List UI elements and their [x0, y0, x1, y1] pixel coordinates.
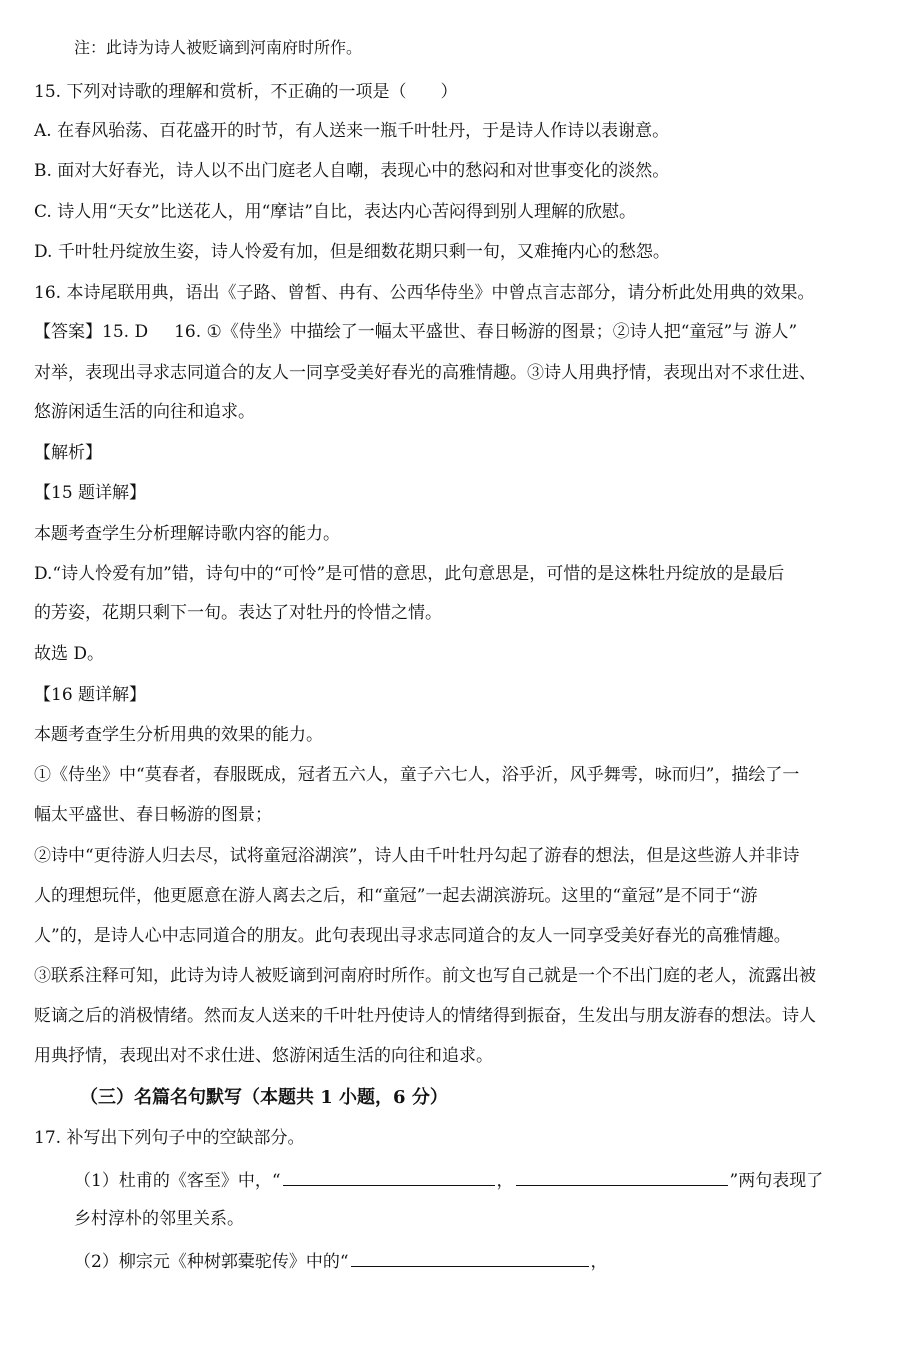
- q16-detail-line: 本题考查学生分析用典的效果的能力。: [34, 725, 323, 745]
- question-16-stem: 16. 本诗尾联用典，语出《子路、曾皙、冉有、公西华侍坐》中曾点言志部分，请分析此处用典的效果。: [34, 283, 815, 303]
- question-17-stem: 17. 补写出下列句子中的空缺部分。: [34, 1128, 305, 1148]
- answer-16-line: 对举，表现出寻求志同道合的友人一同享受美好春光的高雅情趣。③诗人用典抒情，表现出对不求仕进、: [34, 363, 816, 383]
- q15-option-d: D. 千叶牡丹绽放生姿，诗人怜爱有加，但是细数花期只剩一旬，又难掩内心的愁怨。: [34, 242, 670, 262]
- q17-item-1-prefix: （1）杜甫的《客至》中，“: [74, 1171, 281, 1191]
- fill-blank-2[interactable]: [516, 1167, 728, 1186]
- analysis-label: 【解析】: [34, 443, 102, 463]
- q16-detail-line: 人”的，是诗人心中志同道合的朋友。此句表现出寻求志同道合的友人一同享受美好春光的高雅情趣。: [34, 926, 791, 946]
- q15-option-a: A. 在春风骀荡、百花盛开的时节，有人送来一瓶千叶牡丹，于是诗人作诗以表谢意。: [34, 121, 670, 141]
- q17-item-2: [74, 1248, 870, 1274]
- q17-item-2-prefix: （2）柳宗元《种树郭橐驼传》中的“: [74, 1252, 349, 1272]
- q17-item-1: [74, 1167, 870, 1193]
- q16-detail-line: ③联系注释可知，此诗为诗人被贬谪到河南府时所作。前文也写自己就是一个不出门庭的老人，流露出被: [34, 966, 816, 986]
- q16-detail-line: 贬谪之后的消极情绪。然而友人送来的千叶牡丹使诗人的情绪得到振奋，生发出与朋友游春的想法。诗人: [34, 1006, 816, 1026]
- q15-option-c: C. 诗人用“天女”比送花人，用“摩诘”自比，表达内心苦闷得到别人理解的欣慰。: [34, 202, 636, 222]
- q17-item-1-line-2: 乡村淳朴的邻里关系。: [74, 1209, 244, 1229]
- fill-blank-3[interactable]: [351, 1248, 589, 1267]
- q16-detail-line: ①《侍坐》中“莫春者，春服既成，冠者五六人，童子六七人，浴乎沂，风乎舞雩，咏而归”，描绘了一: [34, 765, 800, 785]
- q17-item-1-suffix: ”两句表现了: [729, 1171, 824, 1191]
- q15-detail-line: D.“诗人怜爱有加”错，诗句中的“可怜”是可惜的意思，此句意思是，可惜的是这株牡丹绽放的是最后: [34, 564, 785, 584]
- fill-blank-1[interactable]: [283, 1167, 495, 1186]
- answer-line-1: [34, 320, 870, 344]
- q16-detail-line: 幅太平盛世、春日畅游的图景；: [34, 805, 272, 825]
- q15-detail-line: 本题考查学生分析理解诗歌内容的能力。: [34, 524, 340, 544]
- q17-item-2-suffix: ，: [590, 1252, 608, 1272]
- q16-detail-line: 人的理想玩伴，他更愿意在游人离去之后，和“童冠”一起去湖滨游玩。这里的“童冠”是不同于“游: [34, 886, 758, 906]
- q16-detail-line: 用典抒情，表现出对不求仕进、悠游闲适生活的向往和追求。: [34, 1046, 493, 1066]
- q16-detail-line: ②诗中“更待游人归去尽，试将童冠浴湖滨”，诗人由千叶牡丹勾起了游春的想法，但是这些游人并非诗: [34, 846, 800, 866]
- answer-16-line: 悠游闲适生活的向往和追求。: [34, 402, 255, 422]
- q15-option-b: B. 面对大好春光，诗人以不出门庭老人自嘲，表现心中的愁闷和对世事变化的淡然。: [34, 161, 670, 181]
- answer-label: 【答案】15. D: [34, 322, 149, 342]
- q17-item-1-mid: ，: [496, 1171, 514, 1191]
- poem-note: 注：此诗为诗人被贬谪到河南府时所作。: [74, 38, 363, 57]
- q15-detail-heading: 【15 题详解】: [34, 483, 147, 503]
- question-15-stem: 15. 下列对诗歌的理解和赏析，不正确的一项是（ ）: [34, 82, 458, 102]
- q15-detail-line: 故选 D。: [34, 644, 105, 664]
- q16-detail-heading: 【16 题详解】: [34, 685, 147, 705]
- answer-16-line: 16. ①《侍坐》中描绘了一幅太平盛世、春日畅游的图景；②诗人把“童冠”与 游人”: [174, 322, 798, 342]
- q15-detail-line: 的芳姿，花期只剩下一旬。表达了对牡丹的怜惜之情。: [34, 603, 442, 623]
- section-heading: （三）名篇名句默写（本题共 1 小题，6 分）: [80, 1087, 448, 1108]
